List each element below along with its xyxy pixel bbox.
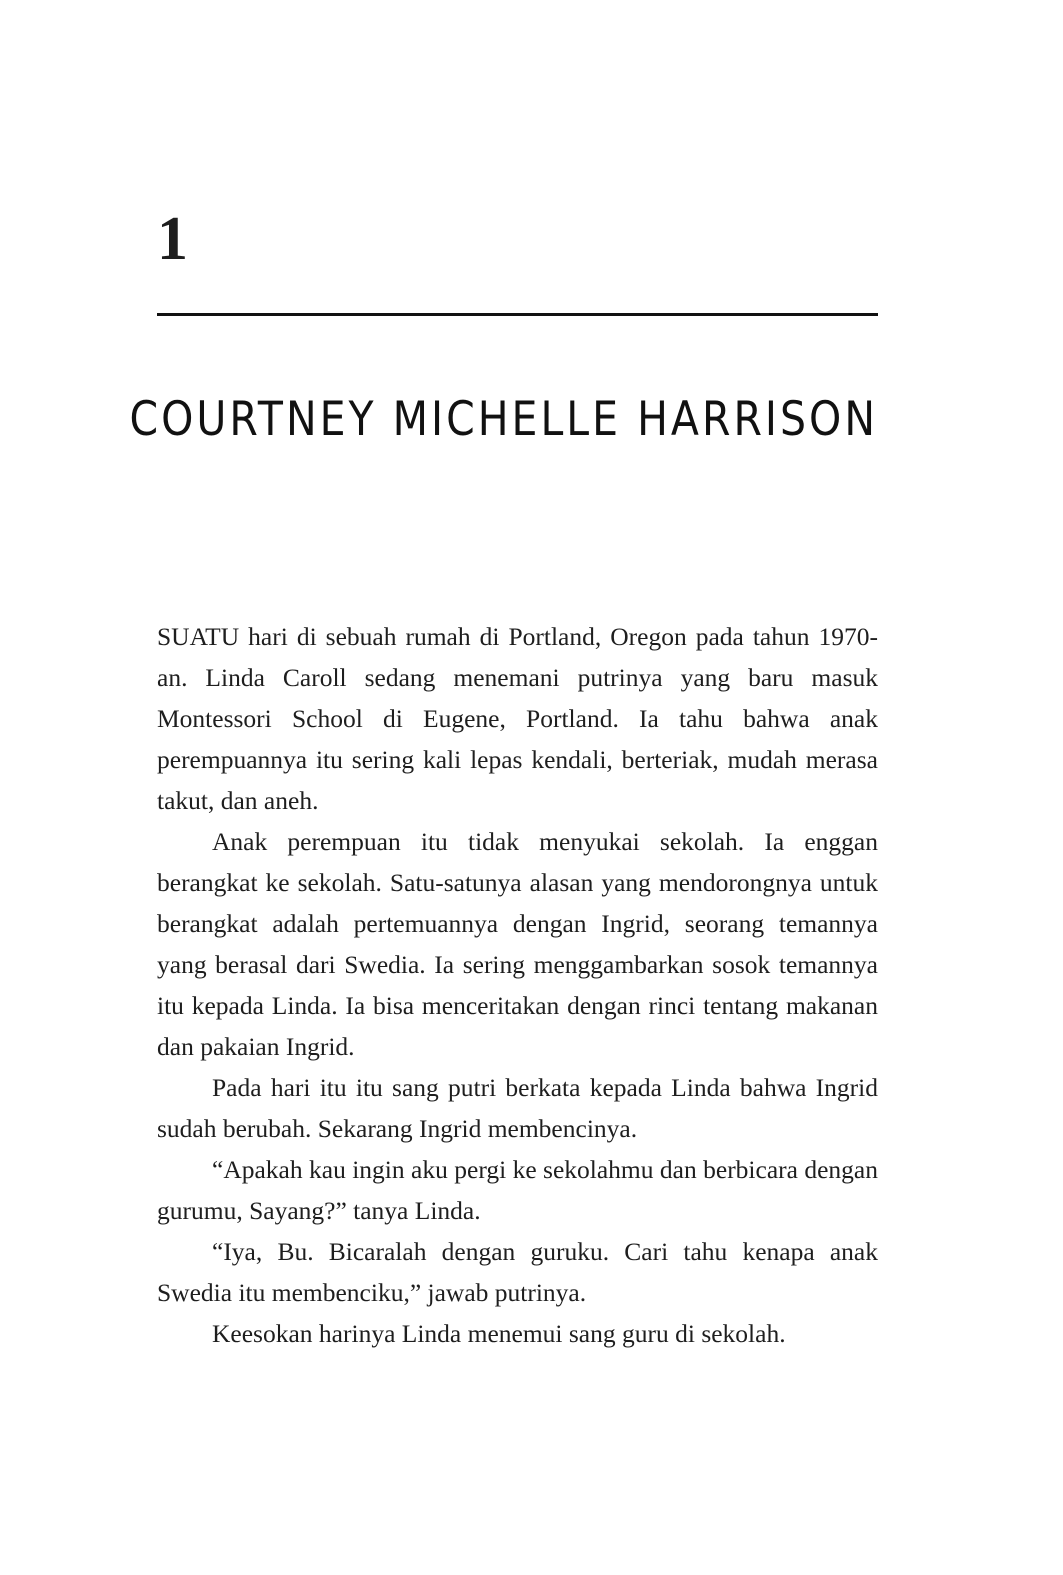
paragraph-1: SUATU hari di sebuah rumah di Portland, Oregon pada tahun 1970-an. Linda Caroll sedang menemani putrinya yang baru masuk Montessori School di Eugene, Portland. Ia tahu bahwa anak perempuannya itu sering kali lepas kendali, berteriak, mudah merasa takut, dan aneh. [157,622,878,815]
paragraph-4: “Apakah kau ingin aku pergi ke sekolahmu dan berbicara dengan gurumu, Sayang?” tanya Linda. [157,1155,878,1225]
paragraph-3: Pada hari itu itu sang putri berkata kepada Linda bahwa Ingrid sudah berubah. Sekarang Ingrid membencinya. [157,1073,878,1143]
paragraph-2: Anak perempuan itu tidak menyukai sekolah. Ia enggan berangkat ke sekolah. Satu-satunya alasan yang mendorongnya untuk berangkat adalah pertemuannya dengan Ingrid, seorang temannya yang berasal dari Swedia. Ia sering menggambarkan sosok temannya itu kepada Linda. Ia bisa menceritakan dengan rinci tentang makanan dan pakaian Ingrid. [157,827,878,1061]
chapter-divider [157,313,878,316]
paragraph-5: “Iya, Bu. Bicaralah dengan guruku. Cari tahu kenapa anak Swedia itu membenciku,” jawab putrinya. [157,1237,878,1307]
paragraph-6: Keesokan harinya Linda menemui sang guru di sekolah. [212,1319,786,1348]
body-text [157,616,878,1354]
chapter-title: COURTNEY MICHELLE HARRISON [129,391,878,447]
chapter-number: 1 [157,205,188,273]
